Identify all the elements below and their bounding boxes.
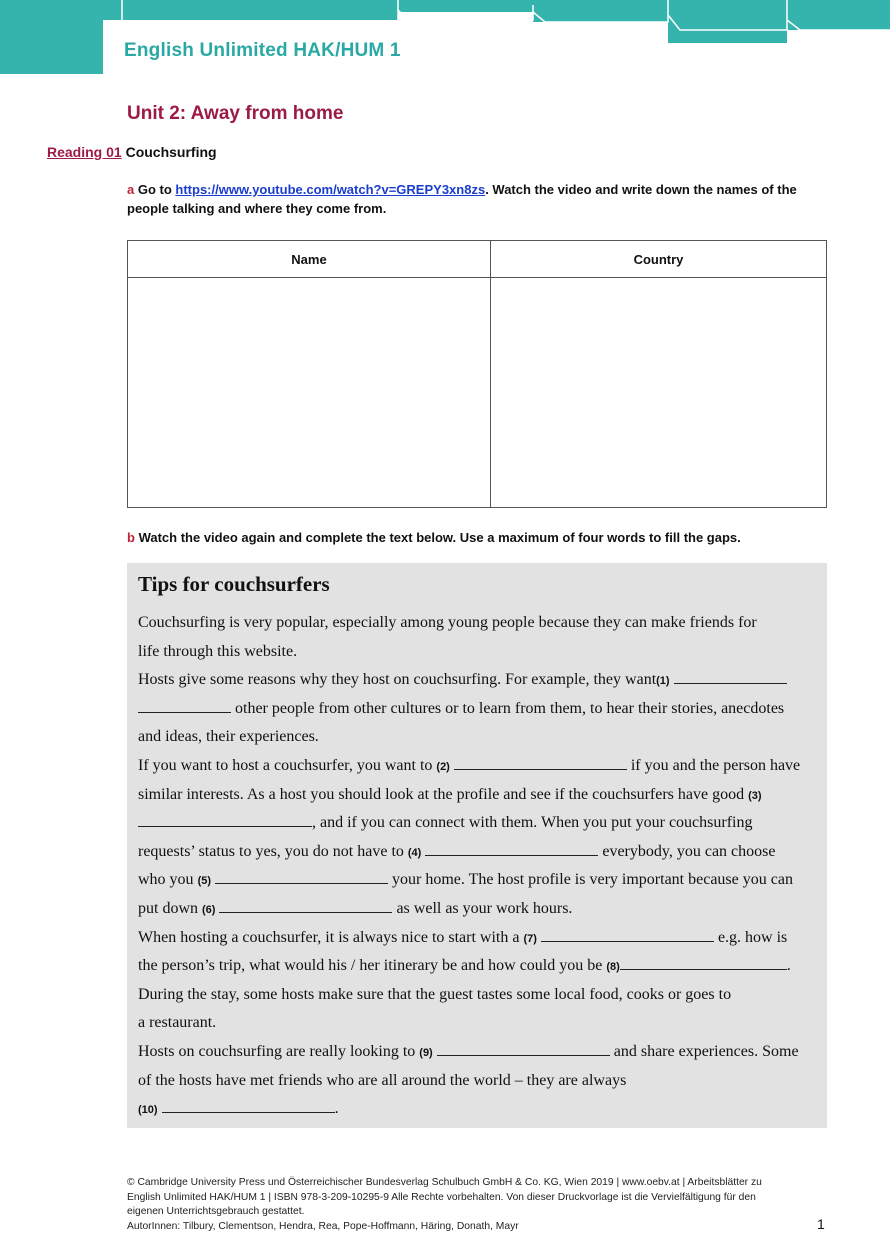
footer-line: AutorInnen: Tilbury, Clementson, Hendra, Rea, Pope-Hoffmann, Häring, Donath, Mayr (127, 1220, 519, 1232)
gap-5[interactable] (215, 869, 388, 884)
country-cell[interactable] (491, 278, 827, 508)
unit-title: Unit 2: Away from home (127, 103, 344, 124)
task-b (127, 528, 827, 547)
text-line: Hosts on couchsurfing are really looking to (138, 1042, 416, 1060)
tips-title: Tips for couchsurfers (138, 572, 330, 596)
text-line: requests’ status to yes, you do not have to (138, 842, 404, 860)
text-line: e.g. how is (717, 928, 788, 946)
reading-code: Reading 01 (47, 144, 122, 160)
gap-1-continued[interactable] (138, 698, 231, 713)
text-line: . (334, 1100, 339, 1118)
text-line: as well as your work hours. (396, 899, 573, 917)
task-a-pre: Go to (137, 182, 176, 197)
gap-number-7: (7) (523, 932, 537, 945)
text-line: When hosting a couchsurfer, it is always nice to start with a (138, 928, 520, 946)
text-line: If you want to host a couchsurfer, you want to (138, 756, 433, 774)
gap-10[interactable] (162, 1098, 335, 1113)
text-line: everybody, you can choose (602, 842, 776, 860)
text-line: if you and the person have (630, 756, 801, 774)
gap-3[interactable] (138, 812, 312, 827)
footer (127, 1176, 817, 1234)
reading-title: Couchsurfing (125, 144, 217, 160)
task-b-text: Watch the video again and complete the text below. Use a maximum of four words to fill the gaps. (138, 530, 741, 545)
text-line: , and if you can connect with them. When you put your couchsurfing (312, 814, 753, 832)
footer-line: English Unlimited HAK/HUM 1 | ISBN 978-3-209-10295-9 Alle Rechte vorbehalten. Von dieser Druckvorlage ist die Vervielfältigung für den (127, 1191, 756, 1203)
text-line: Couchsurfing is very popular, especially among young people because they can make friends for (138, 614, 757, 631)
name-cell[interactable] (128, 278, 491, 508)
gap-number-8: (8) (606, 961, 620, 974)
task-a-letter: a (127, 182, 135, 197)
gap-8[interactable] (620, 955, 787, 970)
text-line: life through this website. (138, 642, 298, 660)
text-line: of the hosts have met friends who are all around the world – they are always (138, 1071, 627, 1089)
text-line: Hosts give some reasons why they host on couchsurfing. For example, they want (138, 671, 657, 689)
footer-line: eigenen Unterrichtsgebrauch gestattet. (127, 1206, 305, 1217)
task-a-post: . Watch the video and write down the names of the people talking and where they come from. (127, 182, 797, 216)
text-line: . (786, 957, 791, 975)
text-line: During the stay, some hosts make sure that the guest tastes some local food, cooks or goes to (138, 985, 732, 1003)
table-row (128, 278, 827, 508)
answer-table (127, 240, 827, 508)
gap-number-10: (10) (138, 1104, 158, 1117)
gap-number-9: (9) (419, 1046, 433, 1059)
gap-4[interactable] (425, 841, 598, 856)
reading-heading (47, 144, 217, 160)
gap-number-3: (3) (748, 789, 762, 802)
text-line: and share experiences. Some (613, 1042, 799, 1060)
gap-number-4: (4) (407, 846, 422, 859)
text-line: the person’s trip, what would his / her itinerary be and how could you be (138, 957, 603, 975)
gap-number-2: (2) (436, 760, 450, 773)
gap-7[interactable] (541, 927, 714, 942)
gap-2[interactable] (454, 755, 627, 770)
gap-6[interactable] (219, 898, 392, 913)
tips-box (127, 563, 827, 1128)
table-header-row (128, 241, 827, 278)
text-line: your home. The host profile is very important because you can (392, 871, 793, 889)
text-line: a restaurant. (138, 1014, 217, 1032)
gap-1[interactable] (674, 669, 787, 684)
column-country-header: Country (491, 241, 827, 278)
video-link[interactable]: https://www.youtube.com/watch?v=GREPY3xn8zs (175, 182, 486, 197)
footer-line: © Cambridge University Press und Österreichischer Bundesverlag Schulbuch GmbH & Co. KG, Wien 2019 | www.oebv.at | Arbeitsblätter zu (127, 1177, 762, 1188)
column-name-header: Name (128, 241, 491, 278)
gap-number-6: (6) (202, 903, 216, 916)
tips-text (138, 609, 823, 1124)
gap-number-1: (1) (656, 675, 670, 688)
gap-number-5: (5) (197, 875, 212, 888)
text-line: who you (138, 871, 194, 889)
text-line: other people from other cultures or to learn from them, to hear their stories, anecdotes (235, 699, 785, 717)
task-a (127, 180, 827, 218)
text-line: put down (138, 899, 198, 917)
text-line: similar interests. As a host you should look at the profile and see if the couchsurfers have good (138, 785, 745, 803)
page-number: 1 (817, 1216, 825, 1232)
gap-9[interactable] (437, 1041, 610, 1056)
brand-title: English Unlimited HAK/HUM 1 (124, 40, 401, 61)
text-line: and ideas, their experiences. (138, 728, 319, 746)
task-b-letter: b (127, 530, 135, 545)
